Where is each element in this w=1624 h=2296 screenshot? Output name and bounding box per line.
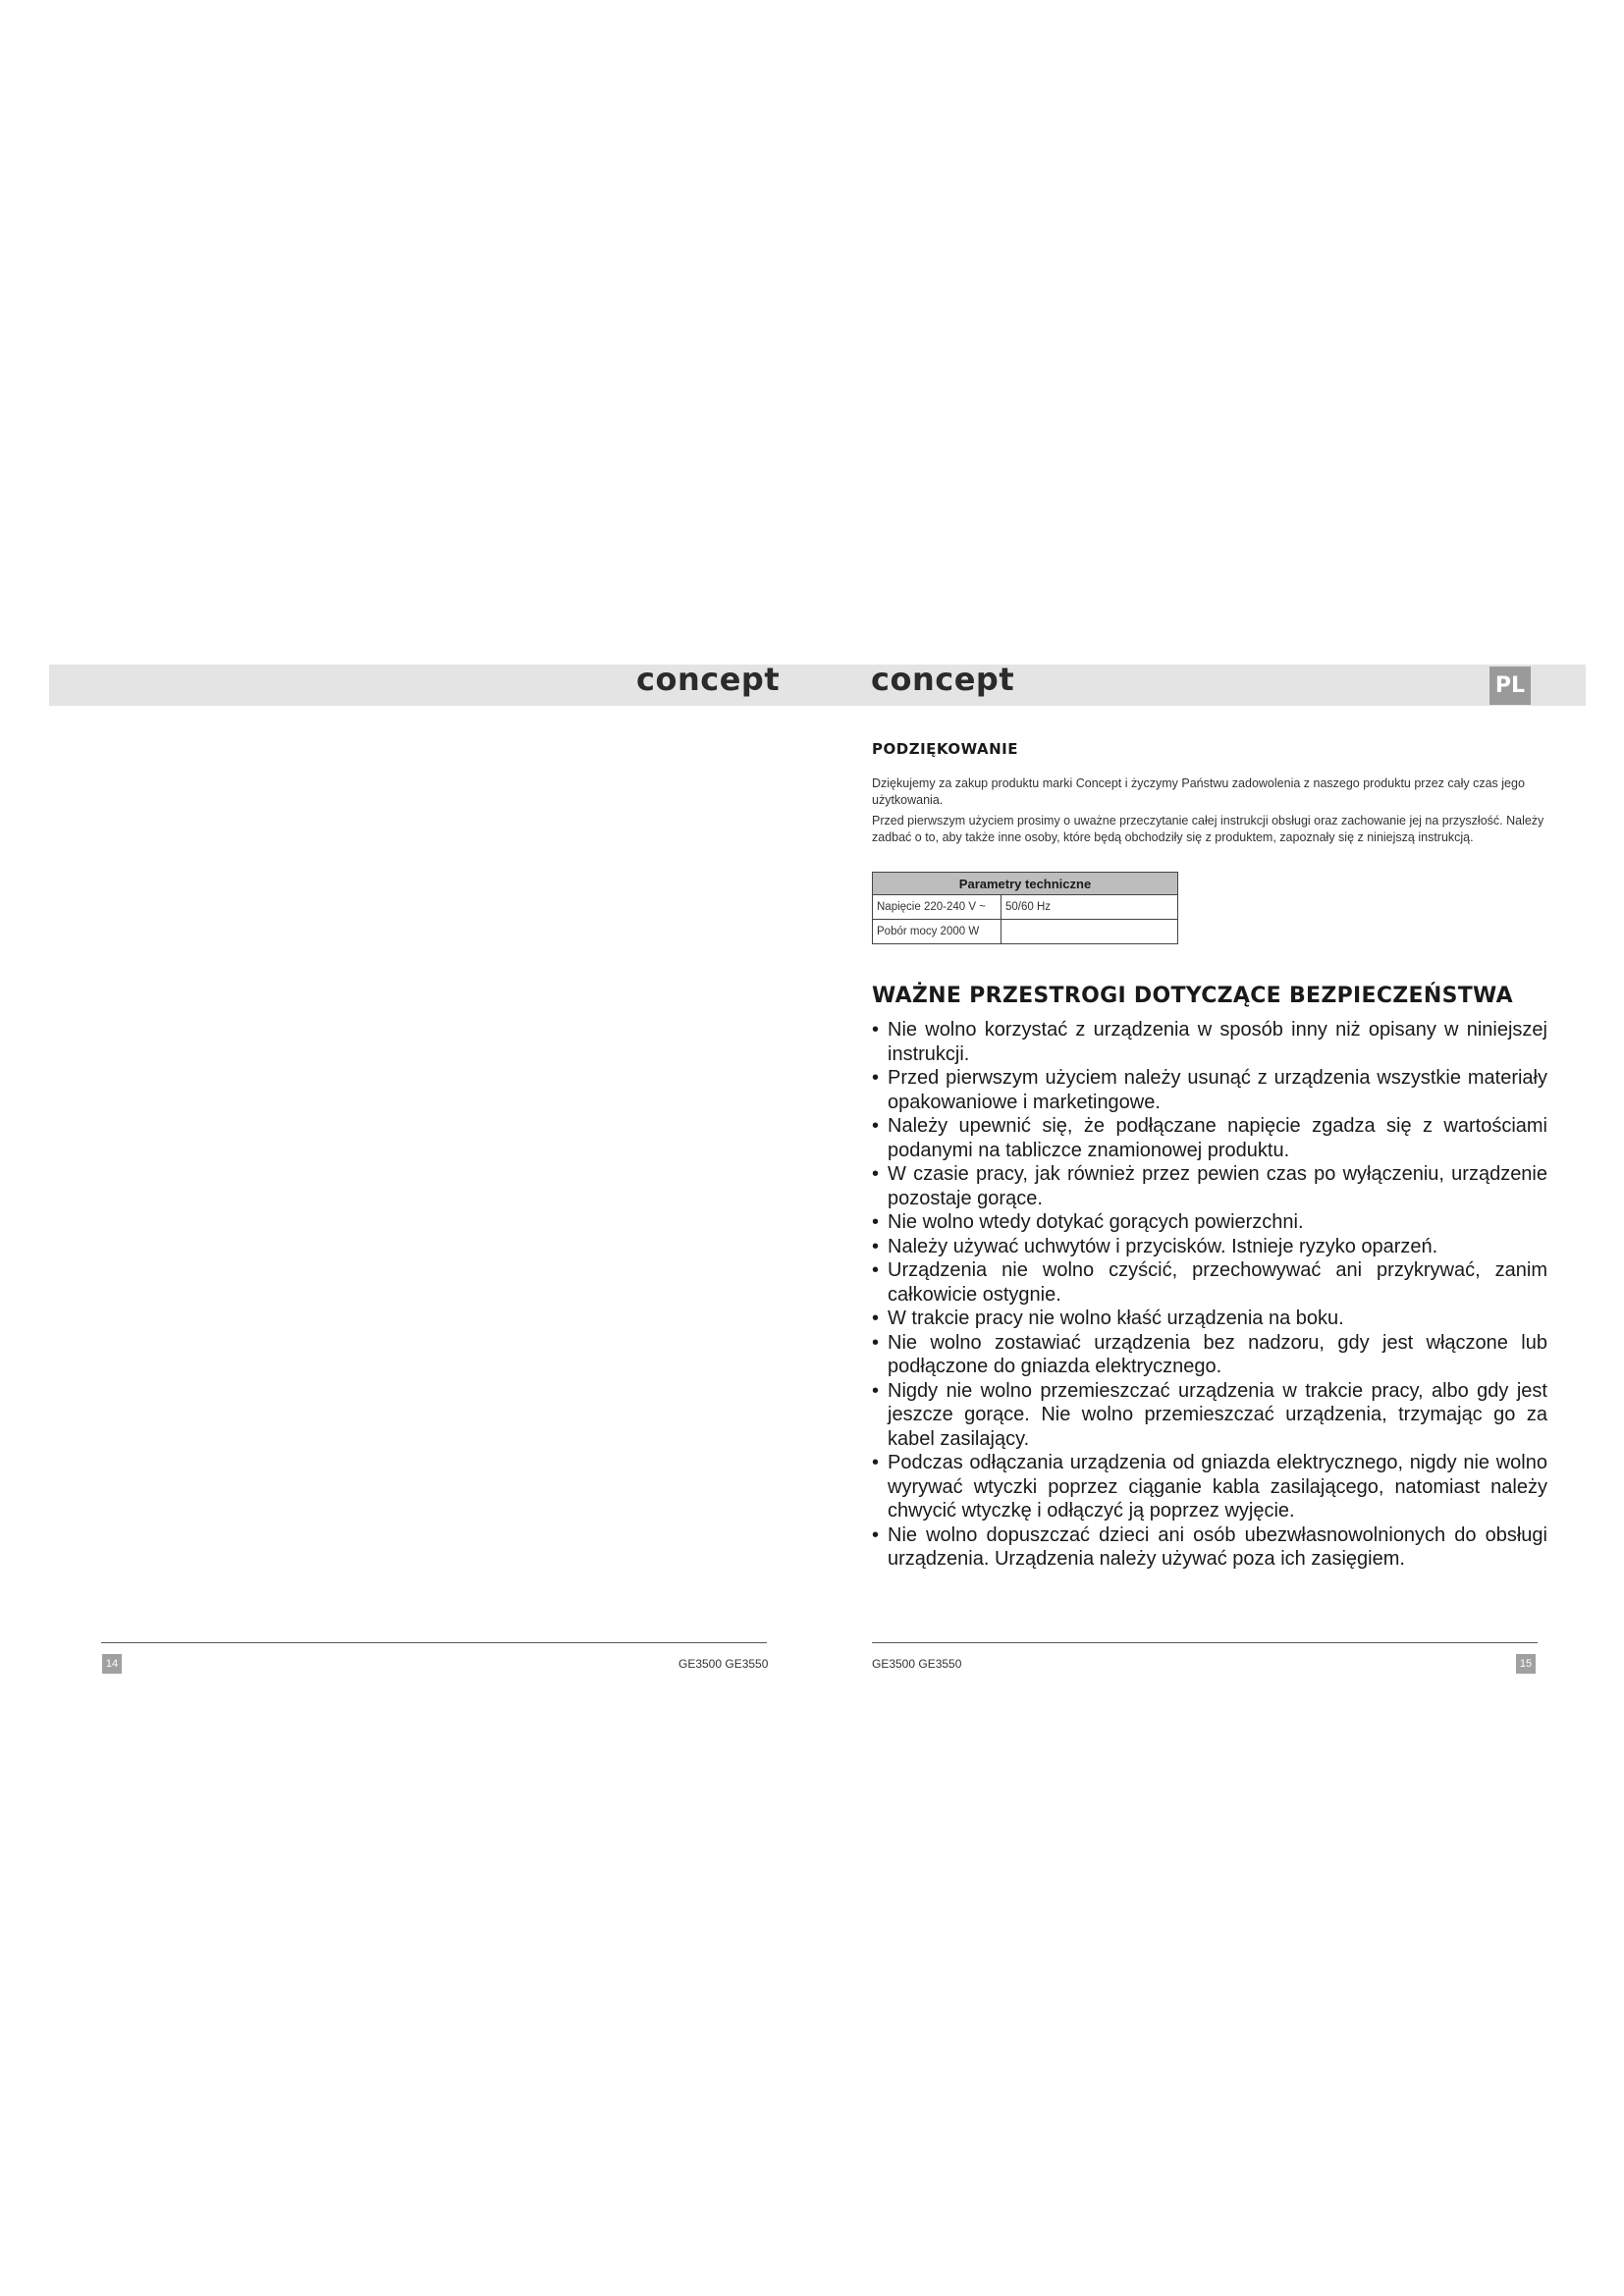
footer-divider-right <box>872 1642 1538 1643</box>
list-item: • Należy upewnić się, że podłączane napięcie zgadza się z wartościami podanymi na tabliczce znamionowej produktu. <box>872 1114 1547 1162</box>
safety-title: WAŻNE PRZESTROGI DOTYCZĄCE BEZPIECZEŃSTWA <box>872 984 1513 1008</box>
header-bar <box>49 665 1586 706</box>
model-label-left: GE3500 GE3550 <box>678 1657 769 1671</box>
table-row <box>873 895 1178 920</box>
list-item: • Nie wolno korzystać z urządzenia w sposób inny niż opisany w niniejszej instrukcji. <box>872 1018 1547 1066</box>
list-item: • Podczas odłączania urządzenia od gniazda elektrycznego, nigdy nie wolno wyrywać wtyczki poprzez ciąganie kabla zasilającego, natomiast należy chwycić wtyczkę i odłączyć ją poprzez wyjęcie. <box>872 1451 1547 1523</box>
list-item: • W czasie pracy, jak również przez pewien czas po wyłączeniu, urządzenie pozostaje gorące. <box>872 1162 1547 1210</box>
table-cell: Napięcie 220-240 V ~ <box>873 895 1001 920</box>
list-item: • Nigdy nie wolno przemieszczać urządzenia w trakcie pracy, albo gdy jest jeszcze gorące. Nie wolno przemieszczać urządzenia, trzymając go za kabel zasilający. <box>872 1379 1547 1452</box>
list-item: • Urządzenia nie wolno czyścić, przechowywać ani przykrywać, zanim całkowicie ostygnie. <box>872 1258 1547 1307</box>
right-page-content <box>872 736 1549 1572</box>
model-label-right: GE3500 GE3550 <box>872 1657 962 1671</box>
thanks-title: PODZIĘKOWANIE <box>872 740 1018 758</box>
list-item: • Nie wolno wtedy dotykać gorących powierzchni. <box>872 1210 1547 1235</box>
thanks-paragraph-1: Dziękujemy za zakup produktu marki Concept i życzymy Państwu zadowolenia z naszego produktu przez cały czas jego użytkowania. <box>872 776 1525 807</box>
list-item: • Przed pierwszym użyciem należy usunąć z urządzenia wszystkie materiały opakowaniowe i marketingowe. <box>872 1066 1547 1114</box>
thanks-paragraph-2: Przed pierwszym użyciem prosimy o uważne przeczytanie całej instrukcji obsługi oraz zachowanie jej na przyszłość. Należy zadbać o to, aby także inne osoby, które będą obchodziły się z produktem, zapoznały się z niniejszą instrukcją. <box>872 814 1544 844</box>
page-number-right: 15 <box>1516 1654 1536 1674</box>
footer-divider-left <box>101 1642 767 1643</box>
table-row <box>873 920 1178 944</box>
page-number-left: 14 <box>102 1654 122 1674</box>
language-badge: PL <box>1489 667 1531 705</box>
list-item: • Nie wolno dopuszczać dzieci ani osób ubezwłasnowolnionych do obsługi urządzenia. Urządzenia należy używać poza ich zasięgiem. <box>872 1523 1547 1572</box>
technical-parameters-table <box>872 872 1178 944</box>
safety-list <box>872 1018 1547 1572</box>
list-item: • Nie wolno zostawiać urządzenia bez nadzoru, gdy jest włączone lub podłączone do gniazda elektrycznego. <box>872 1331 1547 1379</box>
table-cell <box>1001 920 1178 944</box>
table-header: Parametry techniczne <box>873 873 1178 895</box>
list-item: • W trakcie pracy nie wolno kłaść urządzenia na boku. <box>872 1307 1547 1331</box>
table-cell: Pobór mocy 2000 W <box>873 920 1001 944</box>
list-item: • Należy używać uchwytów i przycisków. Istnieje ryzyko oparzeń. <box>872 1235 1547 1259</box>
concept-logo-right: concept <box>871 661 1015 698</box>
concept-logo-left: concept <box>636 661 781 698</box>
table-cell: 50/60 Hz <box>1001 895 1178 920</box>
